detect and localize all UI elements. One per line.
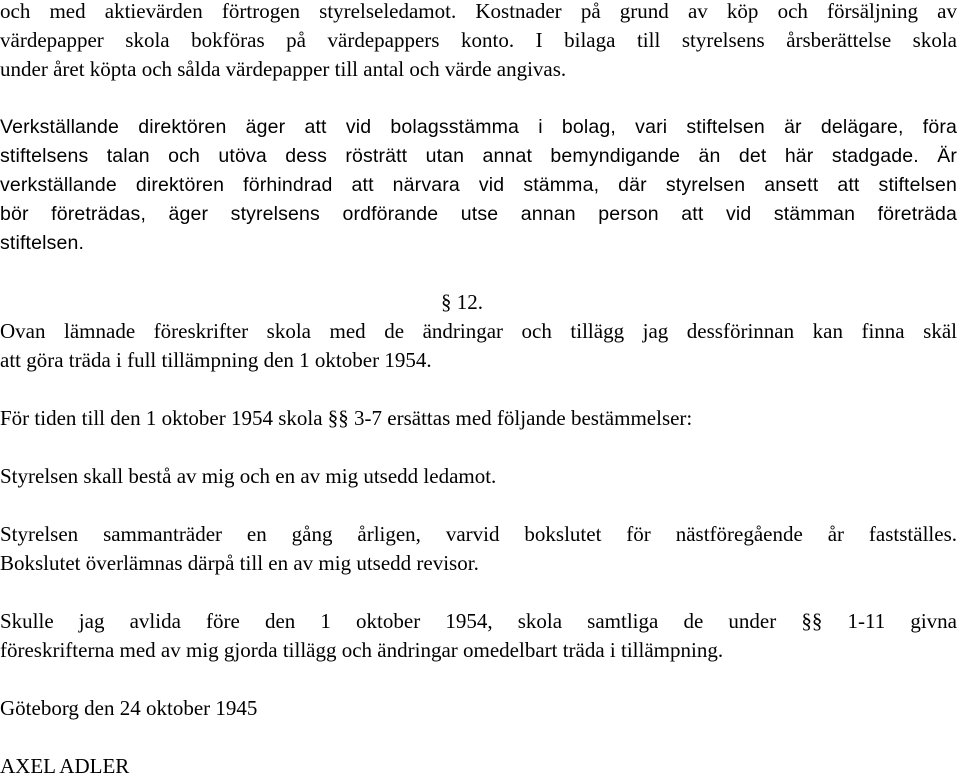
paragraph-line: verkställande direktören förhindrad att närvara vid stämma, där styrelsen ansett att stiftelsen xyxy=(0,174,957,196)
paragraph-line: bör företrädas, äger styrelsens ordförande utse annan person att vid stämman företräda xyxy=(0,203,957,225)
paragraph-line: Skulle jag avlida före den 1 oktober 1954, skola samtliga de under §§ 1-11 givna xyxy=(0,609,957,633)
place-date xyxy=(0,694,957,723)
paragraph-line: Verkställande direktören äger att vid bolagsstämma i bolag, vari stiftelsen är delägare, föra xyxy=(0,116,957,138)
paragraph-line: För tiden till den 1 oktober 1954 skola §§ 3-7 ersättas med följande bestämmelser: xyxy=(0,406,693,430)
paragraph-line: föreskrifterna med av mig gjorda tillägg och ändringar omedelbart träda i tillämpning. xyxy=(0,638,724,662)
paragraph-line: under året köpta och sålda värdepapper till antal och värde angivas. xyxy=(0,57,567,81)
section-heading: § 12. xyxy=(441,290,483,314)
place-date-text: Göteborg den 24 oktober 1945 xyxy=(0,696,258,720)
signature-name xyxy=(0,752,957,781)
signature-text: AXEL ADLER xyxy=(0,754,130,778)
paragraph-board-composition xyxy=(0,462,957,491)
paragraph-line: Ovan lämnade föreskrifter skola med de ändringar och tillägg jag dessförinnan kan finna skäl xyxy=(0,319,957,343)
paragraph-interim-provisions xyxy=(0,404,957,433)
paragraph-line: Styrelsen sammanträder en gång årligen, varvid bokslutet för nästföregående år fastställes. xyxy=(0,522,957,546)
paragraph-line: och med aktievärden förtrogen styrelseledamot. Kostnader på grund av köp och försäljning av xyxy=(0,0,957,23)
paragraph-board-meetings xyxy=(0,520,957,578)
paragraph-effective-date xyxy=(0,317,957,375)
paragraph-line: stiftelsens talan och utöva dess rösträtt utan annat bemyndigande än det här stadgade. Är xyxy=(0,145,957,167)
paragraph-line: att göra träda i full tillämpning den 1 oktober 1954. xyxy=(0,348,432,372)
paragraph-line: Styrelsen skall bestå av mig och en av mig utsedd ledamot. xyxy=(0,464,497,488)
paragraph-death-clause xyxy=(0,607,957,665)
paragraph-line: stiftelsen. xyxy=(0,232,85,254)
paragraph-securities xyxy=(0,0,957,84)
paragraph-line: Bokslutet överlämnas därpå till en av mig utsedd revisor. xyxy=(0,551,479,575)
paragraph-managing-director xyxy=(0,113,957,258)
paragraph-line: värdepapper skola bokföras på värdepappers konto. I bilaga till styrelsens årsberättelse skola xyxy=(0,28,957,52)
